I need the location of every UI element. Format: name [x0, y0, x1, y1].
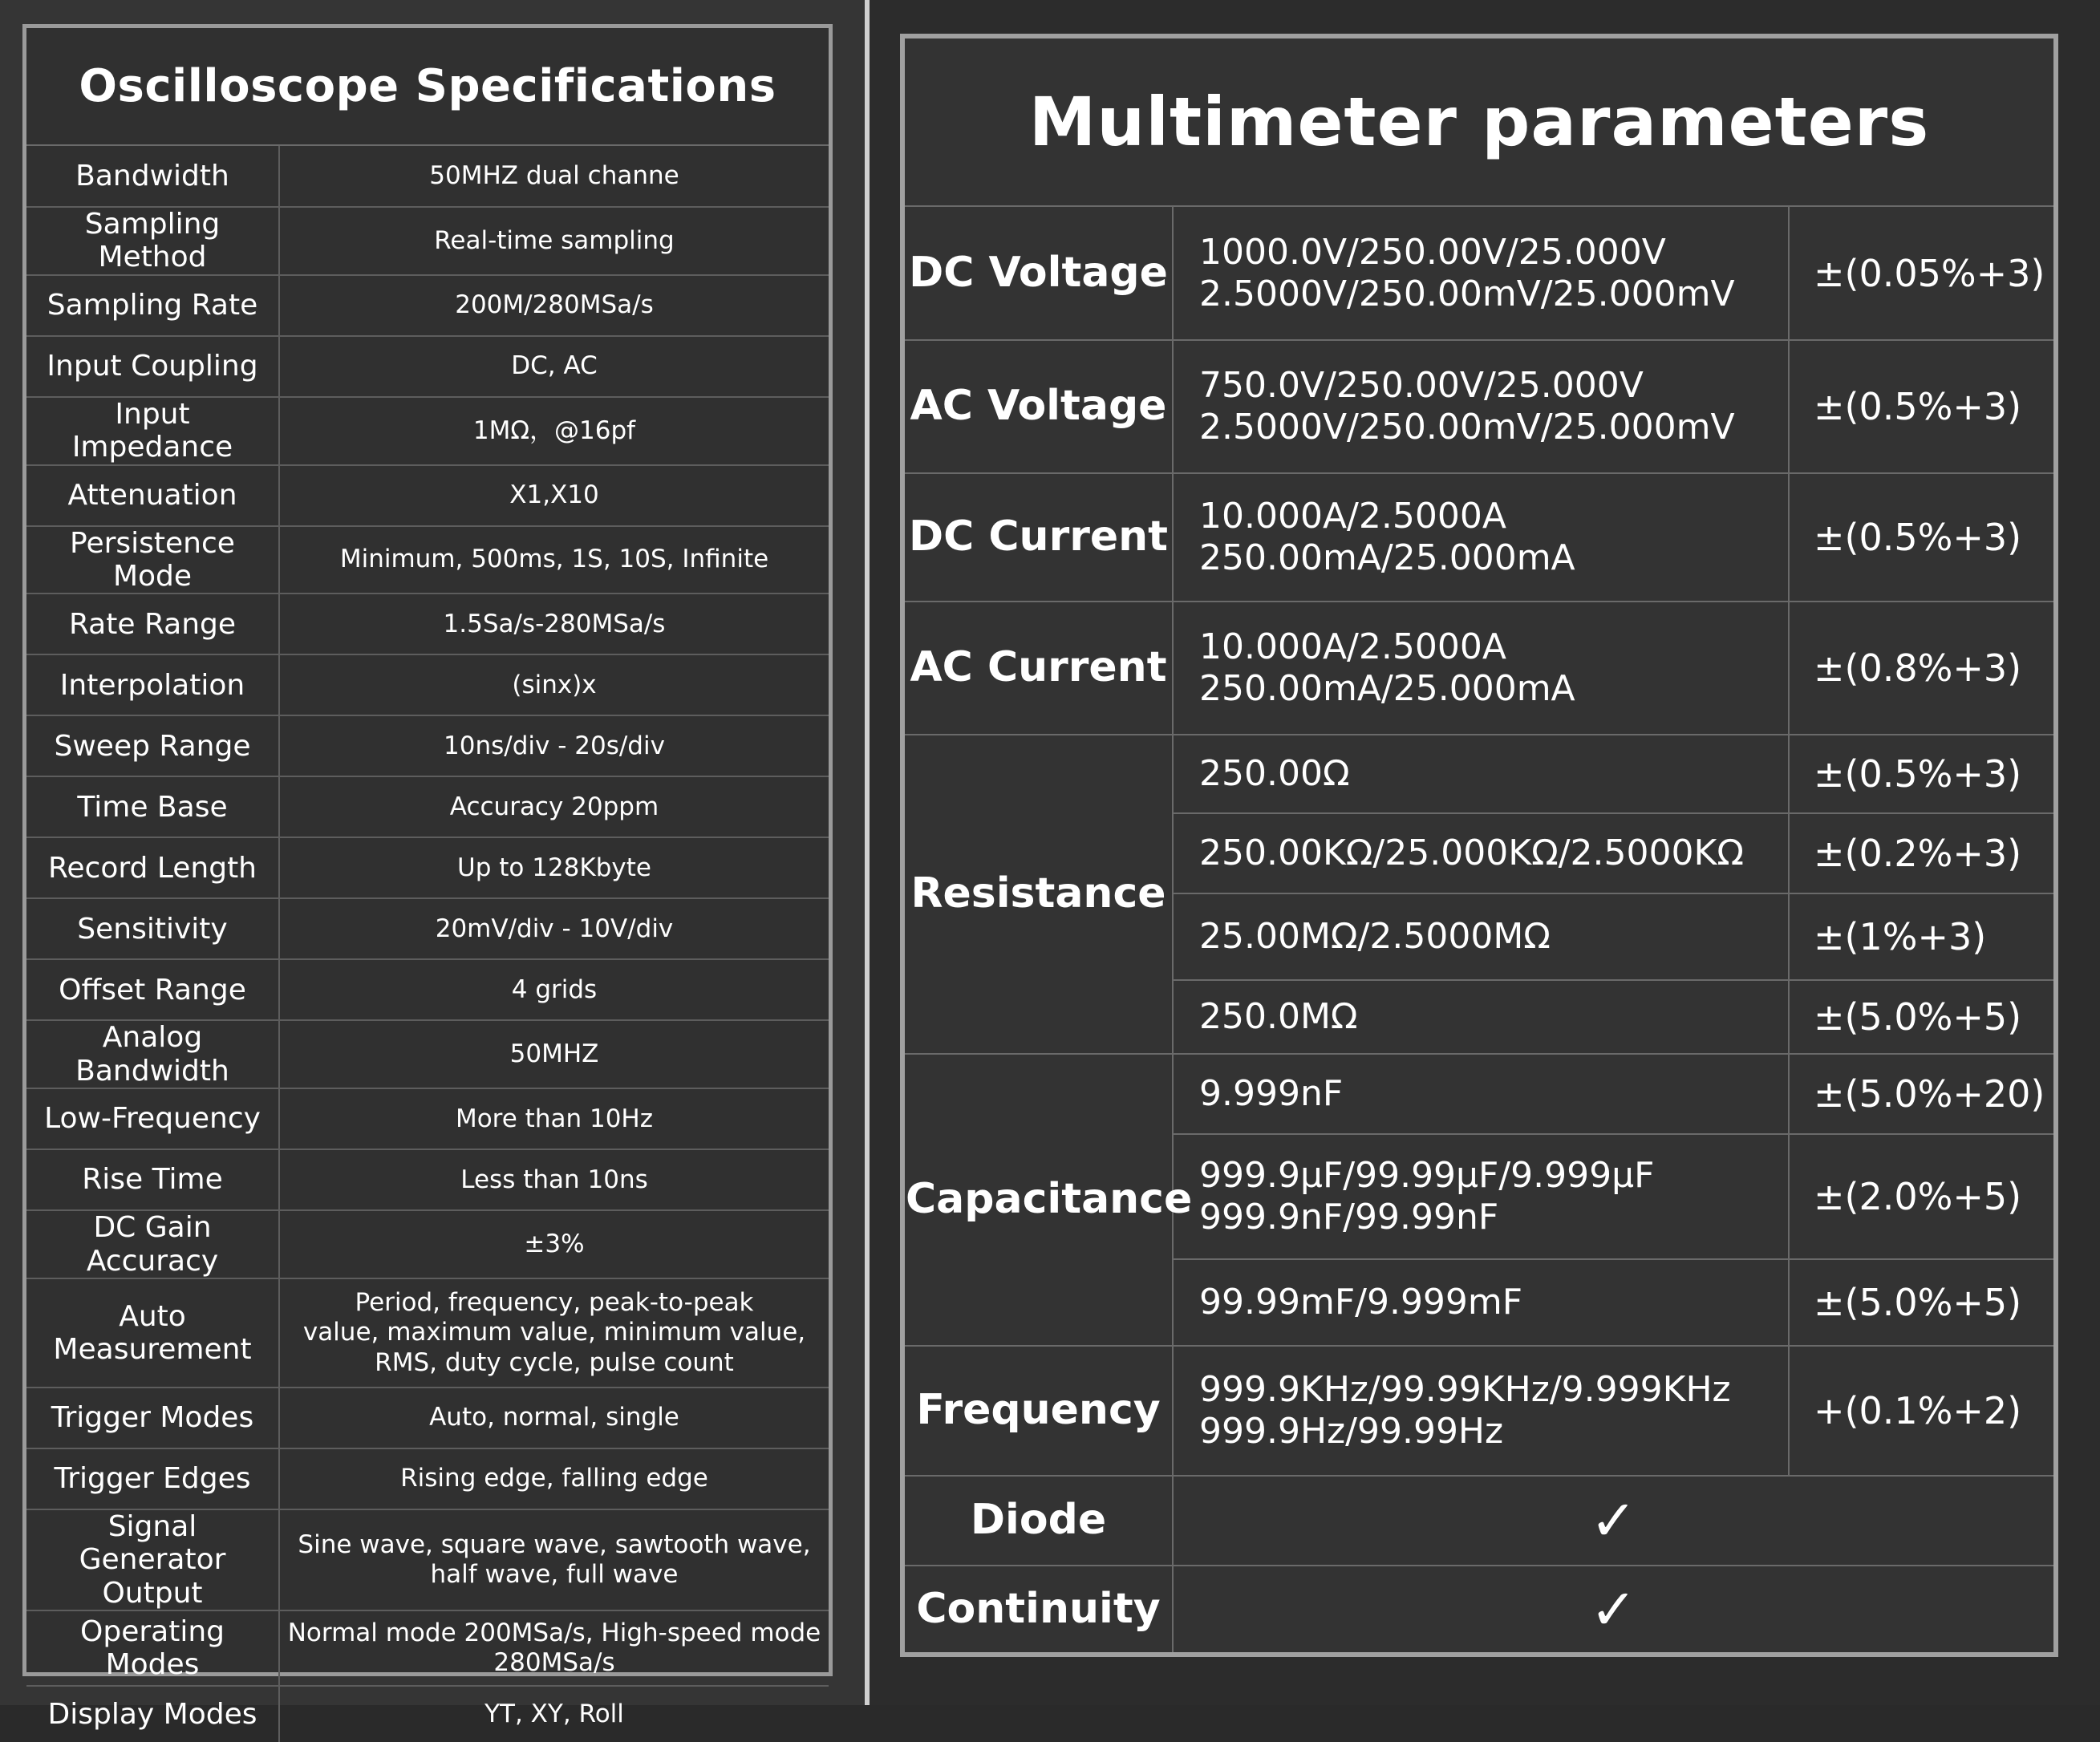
spec-label: Record Length	[26, 837, 279, 898]
spec-label: Rise Time	[26, 1149, 279, 1210]
param-range: 25.00MΩ/2.5000MΩ	[1173, 893, 1789, 980]
spec-label: Operating Modes	[26, 1610, 279, 1686]
table-row	[26, 336, 829, 397]
spec-label: Signal Generator Output	[26, 1509, 279, 1610]
spec-label: Interpolation	[26, 654, 279, 715]
spec-value: 20mV/div - 10V/div	[279, 898, 829, 959]
table-row	[905, 340, 2053, 473]
param-range: 250.00KΩ/25.000KΩ/2.5000KΩ	[1173, 813, 1789, 893]
spec-value: 4 grids	[279, 959, 829, 1020]
table-row	[905, 473, 2053, 602]
param-label: DC Voltage	[905, 207, 1173, 340]
param-accuracy: ±(5.0%+5)	[1789, 980, 2053, 1054]
spec-value: 200M/280MSa/s	[279, 275, 829, 336]
panel-divider	[865, 0, 870, 1705]
table-row	[26, 959, 829, 1020]
table-row	[26, 715, 829, 776]
multimeter-params-panel	[900, 34, 2058, 1657]
table-row	[26, 898, 829, 959]
spec-value: 1.5Sa/s-280MSa/s	[279, 593, 829, 654]
param-label: Frequency	[905, 1346, 1173, 1476]
table-row	[905, 602, 2053, 735]
multimeter-param-table	[905, 207, 2053, 1652]
table-row	[905, 1566, 2053, 1652]
table-row	[26, 1509, 829, 1610]
spec-value: Normal mode 200MSa/s, High-speed mode 280MSa/s	[279, 1610, 829, 1686]
param-accuracy: ±(5.0%+20)	[1789, 1054, 2053, 1134]
table-row	[26, 526, 829, 594]
param-range: 10.000A/2.5000A 250.00mA/25.000mA	[1173, 473, 1789, 602]
spec-value: X1,X10	[279, 465, 829, 526]
spec-value: Accuracy 20ppm	[279, 776, 829, 837]
table-row	[26, 1278, 829, 1388]
table-row	[26, 146, 829, 207]
param-accuracy: ±(0.5%+3)	[1789, 473, 2053, 602]
oscilloscope-spec-table	[26, 146, 829, 1742]
param-accuracy: ±(2.0%+5)	[1789, 1134, 2053, 1259]
table-row	[905, 1054, 2053, 1134]
spec-label: Analog Bandwidth	[26, 1020, 279, 1088]
table-row	[905, 207, 2053, 340]
param-accuracy: ±(0.5%+3)	[1789, 735, 2053, 813]
multimeter-title: Multimeter parameters	[905, 38, 2053, 207]
spec-label: Bandwidth	[26, 146, 279, 207]
spec-label: Sampling Method	[26, 207, 279, 275]
spec-label: Persistence Mode	[26, 526, 279, 594]
spec-value: Real-time sampling	[279, 207, 829, 275]
spec-label: Low-Frequency	[26, 1088, 279, 1149]
table-row	[26, 1020, 829, 1088]
spec-value: Minimum, 500ms, 1S, 10S, Infinite	[279, 526, 829, 594]
oscilloscope-title: Oscilloscope Specifications	[26, 28, 829, 146]
table-row	[905, 1476, 2053, 1566]
spec-value: More than 10Hz	[279, 1088, 829, 1149]
spec-label: Sensitivity	[26, 898, 279, 959]
spec-value: YT, XY, Roll	[279, 1686, 829, 1742]
table-row	[905, 735, 2053, 813]
spec-label: DC Gain Accuracy	[26, 1210, 279, 1278]
spec-label: Input Impedance	[26, 397, 279, 465]
param-accuracy: +(0.1%+2)	[1789, 1346, 2053, 1476]
spec-label: Rate Range	[26, 593, 279, 654]
spec-value: DC, AC	[279, 336, 829, 397]
spec-label: Time Base	[26, 776, 279, 837]
param-range: 250.0MΩ	[1173, 980, 1789, 1054]
table-row	[26, 1149, 829, 1210]
param-range: 10.000A/2.5000A 250.00mA/25.000mA	[1173, 602, 1789, 735]
table-row	[26, 776, 829, 837]
param-label: Continuity	[905, 1566, 1173, 1652]
spec-value: Auto, normal, single	[279, 1388, 829, 1448]
spec-label: Offset Range	[26, 959, 279, 1020]
param-range: 99.99mF/9.999mF	[1173, 1259, 1789, 1346]
table-row	[26, 465, 829, 526]
param-accuracy: ±(1%+3)	[1789, 893, 2053, 980]
table-row	[26, 1210, 829, 1278]
spec-label: Display Modes	[26, 1686, 279, 1742]
table-row	[26, 837, 829, 898]
table-row	[26, 654, 829, 715]
spec-value: 1MΩ，@16pf	[279, 397, 829, 465]
spec-label: Trigger Edges	[26, 1448, 279, 1509]
param-range: 250.00Ω	[1173, 735, 1789, 813]
table-row	[26, 275, 829, 336]
spec-value: (sinx)x	[279, 654, 829, 715]
table-row	[26, 1686, 829, 1742]
param-range: 999.9μF/99.99μF/9.999μF 999.9nF/99.99nF	[1173, 1134, 1789, 1259]
table-row	[26, 397, 829, 465]
spec-value: 50MHZ dual channe	[429, 160, 679, 190]
spec-label: Input Coupling	[26, 336, 279, 397]
param-label: AC Voltage	[905, 340, 1173, 473]
param-label: Capacitance	[905, 1054, 1173, 1346]
table-row	[26, 1610, 829, 1686]
spec-value: Less than 10ns	[279, 1149, 829, 1210]
spec-value: Rising edge, falling edge	[279, 1448, 829, 1509]
spec-value: Up to 128Kbyte	[279, 837, 829, 898]
spec-value: Sine wave, square wave, sawtooth wave, half wave, full wave	[279, 1509, 829, 1610]
spec-label: Trigger Modes	[26, 1388, 279, 1448]
param-label: DC Current	[905, 473, 1173, 602]
spec-label: Auto Measurement	[26, 1278, 279, 1388]
table-row	[26, 207, 829, 275]
param-accuracy: ±(0.05%+3)	[1814, 251, 2045, 295]
param-range: 1000.0V/250.00V/25.000V 2.5000V/250.00mV/25.000mV	[1173, 207, 1789, 340]
param-accuracy: ±(0.2%+3)	[1789, 813, 2053, 893]
param-range: 9.999nF	[1173, 1054, 1789, 1134]
check-icon: ✓	[1173, 1566, 2053, 1652]
param-accuracy: ±(0.5%+3)	[1789, 340, 2053, 473]
param-range: 999.9KHz/99.99KHz/9.999KHz 999.9Hz/99.99Hz	[1173, 1346, 1789, 1476]
spec-value: ±3%	[279, 1210, 829, 1278]
check-icon: ✓	[1173, 1476, 2053, 1566]
param-accuracy: ±(5.0%+5)	[1789, 1259, 2053, 1346]
param-label: AC Current	[905, 602, 1173, 735]
table-row	[26, 1388, 829, 1448]
spec-label: Sweep Range	[26, 715, 279, 776]
param-label: Resistance	[905, 735, 1173, 1054]
oscilloscope-specs-panel	[22, 24, 833, 1731]
param-range: 750.0V/250.00V/25.000V 2.5000V/250.00mV/25.000mV	[1173, 340, 1789, 473]
param-accuracy: ±(0.8%+3)	[1789, 602, 2053, 735]
param-label: Diode	[905, 1476, 1173, 1566]
spec-value: 10ns/div - 20s/div	[279, 715, 829, 776]
spec-value: 50MHZ	[279, 1020, 829, 1088]
table-row	[26, 593, 829, 654]
table-row	[26, 1448, 829, 1509]
spec-value: Period, frequency, peak-to-peak value, maximum value, minimum value, RMS, duty cycle, pulse count	[279, 1278, 829, 1388]
table-row	[26, 1088, 829, 1149]
spec-label: Attenuation	[26, 465, 279, 526]
table-row	[905, 1346, 2053, 1476]
spec-label: Sampling Rate	[26, 275, 279, 336]
